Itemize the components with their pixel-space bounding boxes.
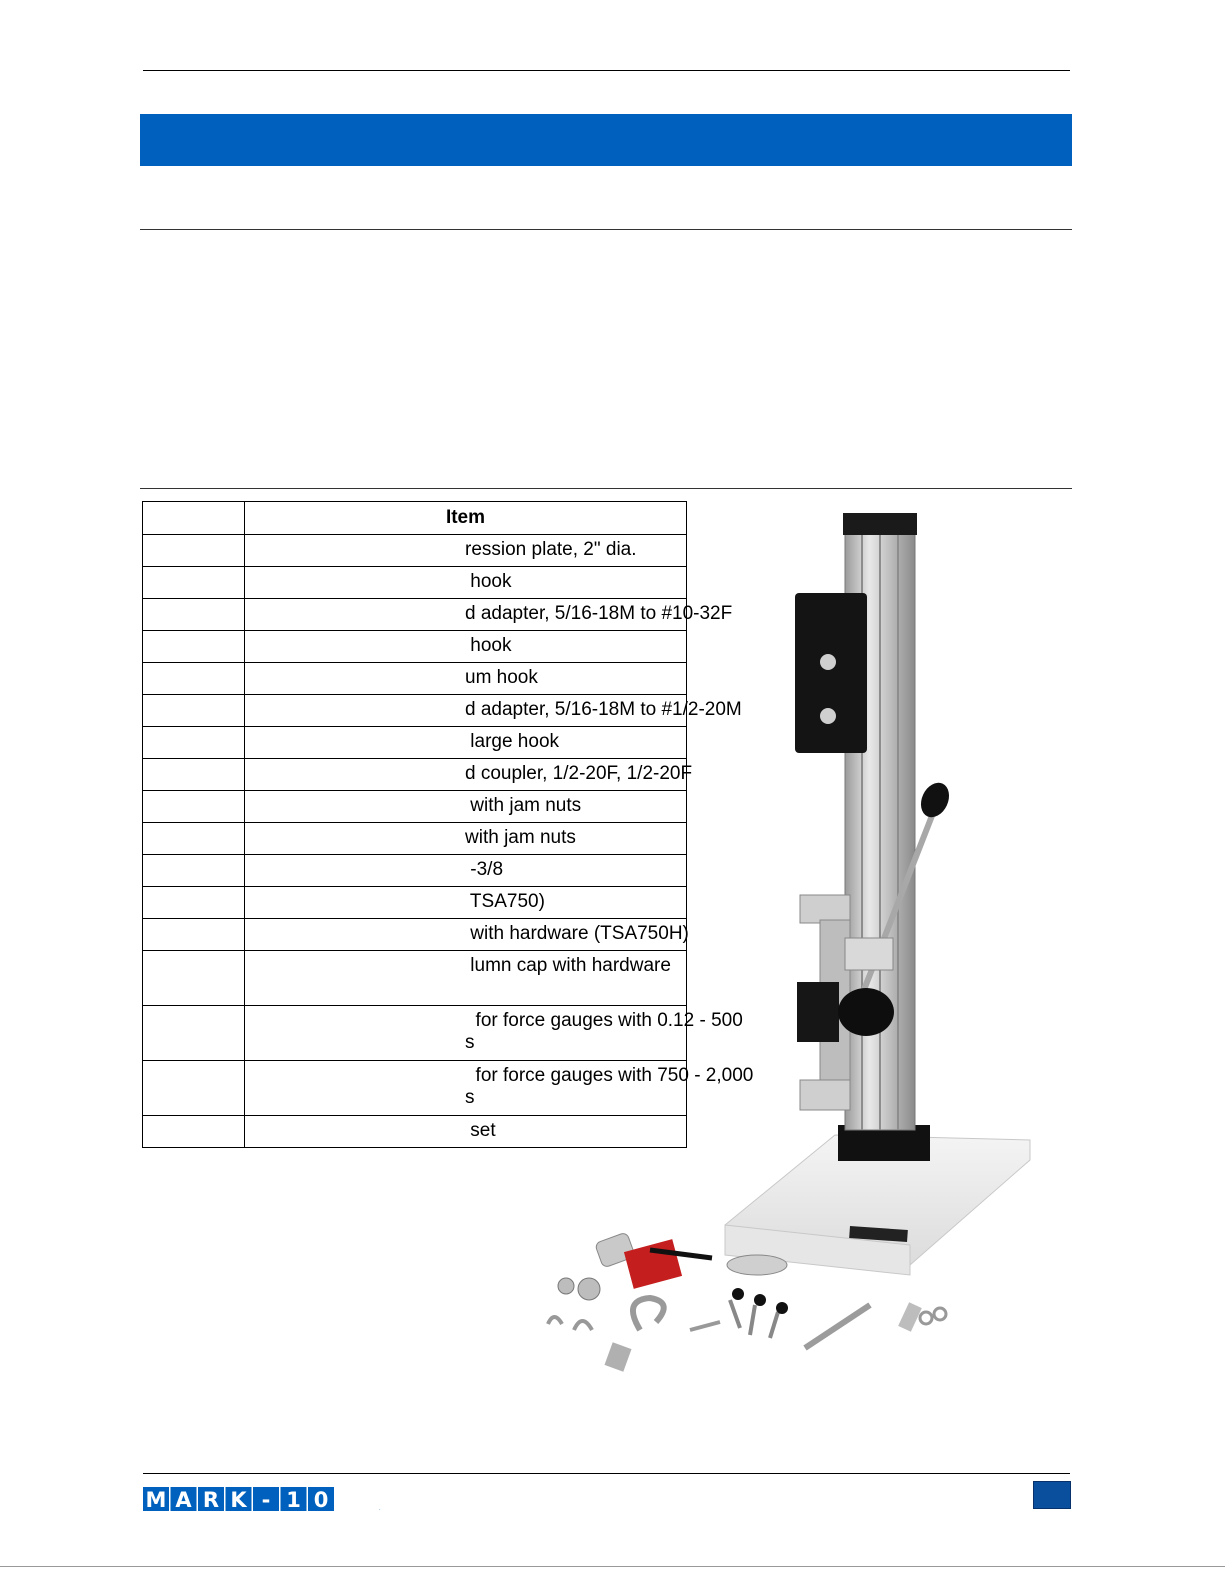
section-banner <box>140 114 1072 166</box>
logo-letter: K <box>230 1488 247 1512</box>
table-cell-item: d coupler, 1/2-20F, 1/2-20F <box>245 759 687 791</box>
logo-letter: 0 <box>313 1488 329 1512</box>
table-cell-item: set <box>245 1116 687 1148</box>
table-cell-item: ression plate, 2" dia. <box>245 535 687 567</box>
table-cell <box>143 919 245 951</box>
table-cell-item: TSA750) <box>245 887 687 919</box>
mark-10-logo <box>143 1486 388 1512</box>
test-stand-product-image <box>515 500 1145 1400</box>
table-cell-item: hook <box>245 631 687 663</box>
footer-rule <box>143 1473 1070 1474</box>
table-cell-item: d adapter, 5/16-18M to #10-32F <box>245 599 687 631</box>
logo-letter: M <box>145 1488 167 1512</box>
table-header-item: Item <box>245 502 687 535</box>
table-cell-item: for force gauges with 0.12 - 500 s <box>245 1006 687 1061</box>
section-divider <box>140 488 1072 489</box>
top-rule <box>143 70 1070 71</box>
table-cell-item: with jam nuts <box>245 791 687 823</box>
table-cell <box>143 535 245 567</box>
page-number-box <box>1033 1481 1071 1509</box>
table-cell <box>143 791 245 823</box>
table-cell <box>143 855 245 887</box>
table-cell <box>143 663 245 695</box>
table-cell-item: large hook <box>245 727 687 759</box>
table-cell <box>143 823 245 855</box>
table-cell <box>143 695 245 727</box>
table-cell-item: with jam nuts <box>245 823 687 855</box>
table-cell <box>143 1061 245 1116</box>
page-edge-rule <box>0 1566 1225 1567</box>
logo-letter: R <box>202 1488 220 1512</box>
table-cell <box>143 887 245 919</box>
table-cell <box>143 727 245 759</box>
logo-letter: 1 <box>286 1488 301 1512</box>
table-header-empty <box>143 502 245 535</box>
svg-text:.: . <box>379 1506 381 1512</box>
logo-letter: A <box>175 1488 192 1512</box>
table-cell-item: um hook <box>245 663 687 695</box>
table-cell-item: hook <box>245 567 687 599</box>
table-cell-item: d adapter, 5/16-18M to #1/2-20M <box>245 695 687 727</box>
table-cell <box>143 1006 245 1061</box>
table-cell <box>143 951 245 1006</box>
table-cell <box>143 599 245 631</box>
table-cell-item: for force gauges with 750 - 2,000 s <box>245 1061 687 1116</box>
table-cell <box>143 759 245 791</box>
gauge-mounting-plate <box>795 593 867 753</box>
table-cell-item: lumn cap with hardware <box>245 951 687 1006</box>
table-cell <box>143 631 245 663</box>
logo-letter: - <box>261 1488 271 1512</box>
table-cell-item: with hardware (TSA750H) <box>245 919 687 951</box>
section-divider <box>140 229 1072 230</box>
table-cell-item: -3/8 <box>245 855 687 887</box>
table-cell <box>143 567 245 599</box>
table-cell <box>143 1116 245 1148</box>
